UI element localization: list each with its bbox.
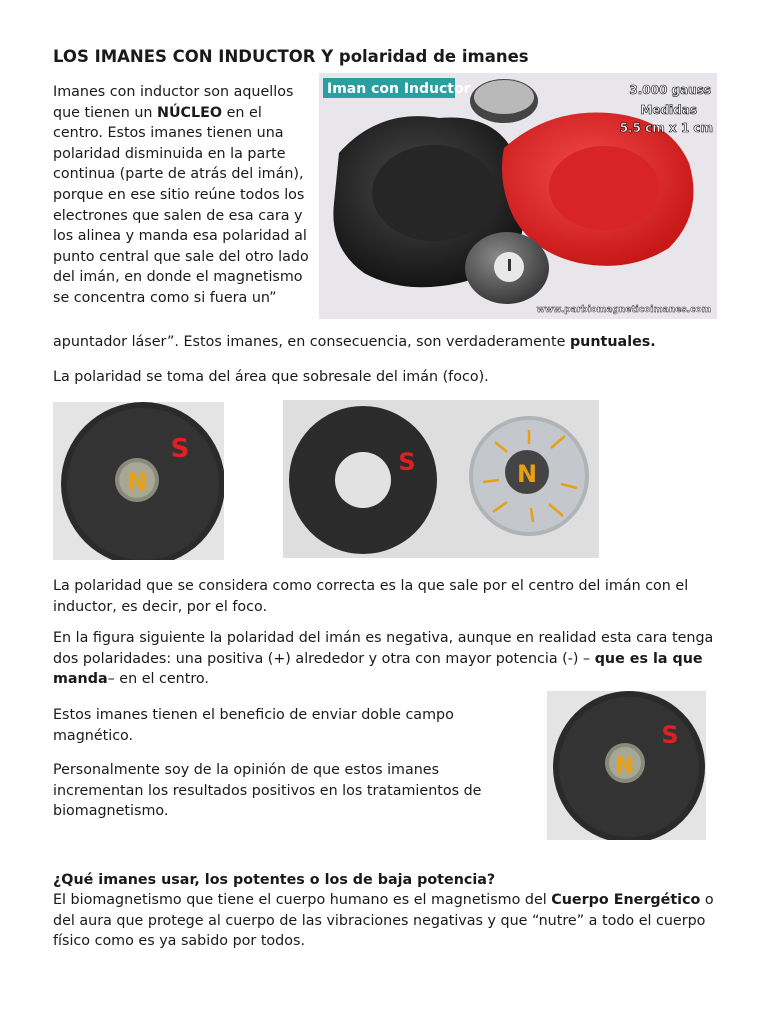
- biomagnetism-paragraph: [53, 890, 733, 952]
- correct-polarity-paragraph: La polaridad que se considera como correcta es la que sale por el centro del imán con el inductor, es decir, por el foco.: [53, 578, 689, 615]
- question-heading: ¿Qué imanes usar, los potentes o los de baja potencia?: [53, 872, 496, 888]
- figure-text-1: En la figura siguiente la polaridad del imán es negativa, aunque en realidad esta cara tenga dos polaridades: una positiva (+) alrededor y otra con mayor potencia (-) –: [53, 630, 714, 667]
- intro-bold-puntuales: puntuales.: [569, 334, 656, 350]
- intro-last-line: [53, 332, 656, 353]
- figure-polarity-paragraph: [53, 628, 733, 690]
- opinion-paragraph: Personalmente soy de la opinión de que estos imanes incrementan los resultados positivos en los tratamientos de biomagnetismo.: [53, 762, 482, 820]
- s-label: S: [170, 434, 190, 464]
- photo1-medidas: Medidas: [640, 103, 697, 117]
- n-label: N: [126, 468, 148, 496]
- photo1-gauss: 3.000 gauss: [629, 83, 711, 97]
- bio-text-2: o del aura que protege al cuerpo de las vibraciones negativas y que “nutre” a todo el cuerpo físico como es ya sabido por todos.: [53, 892, 714, 950]
- intro-bold-nucleo: NÚCLEO: [156, 104, 223, 121]
- intro-paragraph: [53, 82, 315, 309]
- s-label-2: S: [661, 721, 679, 749]
- page-title: LOS IMANES CON INDUCTOR Y polaridad de imanes: [53, 47, 529, 66]
- intro-text-2: en el centro. Estos imanes tienen una polaridad disminuida en la parte continua (parte de atrás del imán), porque en ese sitio reúne todos los electrones que salen de esa cara y los alinea y manda esa polaridad al punto central que sale del otro lado del imán, en donde el magnetismo se concentra como si fuera un”: [53, 104, 309, 306]
- photo1-url: www.parbiomagneticoimanes.com: [536, 305, 711, 315]
- figure-text-2: – en el centro.: [107, 671, 209, 688]
- polarity-area-paragraph: La polaridad se toma del área que sobresale del imán (foco).: [53, 369, 489, 385]
- s-label-ring: S: [398, 448, 416, 476]
- n-label-2: N: [615, 754, 635, 779]
- n-label-inductor: N: [516, 460, 538, 488]
- figure-bold: que es la que manda: [53, 650, 703, 688]
- photo1-size: 5.5 cm x 1 cm: [619, 121, 713, 135]
- bio-text-1: El biomagnetismo que tiene el cuerpo humano es el magnetismo del: [53, 892, 552, 908]
- photo-ring-and-inductor: [283, 400, 599, 558]
- photo-magnets-with-inductor: [319, 73, 717, 319]
- intro-last-text: apuntador láser”. Estos imanes, en consecuencia, son verdaderamente: [53, 334, 570, 350]
- benefit-paragraph: Estos imanes tienen el beneficio de enviar doble campo magnético.: [53, 707, 454, 744]
- intro-text-1: Imanes con inductor son aquellos que tienen un: [53, 84, 294, 121]
- bio-bold: Cuerpo Energético: [551, 892, 701, 908]
- photo1-badge: Iman con Inductor: [327, 81, 471, 97]
- photo-magnet-ns-1: [53, 402, 224, 560]
- photo-magnet-ns-2: [547, 691, 706, 840]
